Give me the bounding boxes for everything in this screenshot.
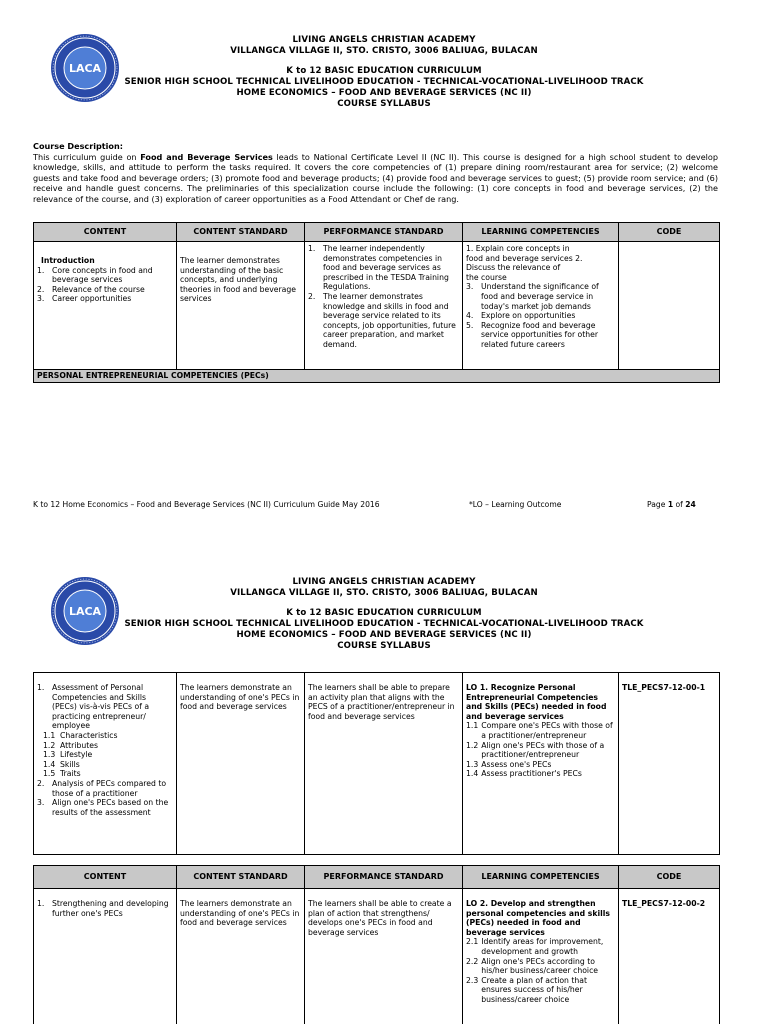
page-header [0, 577, 768, 652]
column-header: PERFORMANCE STANDARD [305, 866, 463, 889]
footer-lo-note: *LO – Learning Outcome [469, 500, 562, 509]
learning-competencies-cell: 1. Explain core concepts in food and beverage services 2. Discuss the relevance of the course 3. Understand the significance of food and beverage service in today's market job demands 4. Explore on opportunities 5. Recognize food and beverage service opportunities for other related future careers [463, 242, 619, 370]
column-header: LEARNING COMPETENCIES [463, 866, 619, 889]
code-cell: TLE_PECS7-12-00-2 [619, 889, 720, 1024]
learning-outcome-title: LO 1. Recognize Personal Entrepreneurial Competencies and Skills (PECs) needed in food and beverage services [466, 683, 607, 721]
code-cell: TLE_PECS7-12-00-1 [619, 673, 720, 855]
school-address: VILLANGCA VILLAGE II, STO. CRISTO, 3006 BALIUAG, BULACAN [230, 46, 538, 56]
learning-competencies-cell: LO 1. Recognize Personal Entrepreneurial Competencies and Skills (PECs) needed in food and beverage services 1.1 Compare one's PECs with those of a practitioner/entrepreneur 1.2 Align one's PECs with those of a practitioner/entrepreneur 1.3 Assess one's PECs 1.4 Assess practitioner's PECs [463, 673, 619, 855]
course-description-title: Course Description: [33, 141, 123, 151]
track-title: SENIOR HIGH SCHOOL TECHNICAL LIVELIHOOD EDUCATION - TECHNICAL-VOCATIONAL-LIVELIHOOD TRACK [124, 619, 644, 629]
section-band-row [34, 370, 720, 383]
svg-text:LACA: LACA [68, 62, 102, 75]
content-standard-cell: The learners demonstrate an understanding of one's PECs in food and beverage services [177, 889, 305, 1024]
document-title: COURSE SYLLABUS [337, 641, 431, 651]
school-name: LIVING ANGELS CHRISTIAN ACADEMY [292, 35, 476, 45]
school-name: LIVING ANGELS CHRISTIAN ACADEMY [292, 577, 476, 587]
syllabus-table-3 [33, 865, 720, 1024]
strand-title: HOME ECONOMICS – FOOD AND BEVERAGE SERVICES (NC II) [236, 630, 532, 640]
table-row [34, 889, 720, 1024]
table-header-row [34, 223, 720, 242]
column-header: PERFORMANCE STANDARD [305, 223, 463, 242]
table-header-row [34, 866, 720, 889]
column-header: CONTENT STANDARD [177, 866, 305, 889]
content-cell: 1. Strengthening and developing further one's PECs [34, 889, 177, 1024]
content-standard-cell: The learners demonstrate an understanding of one's PECs in food and beverage services [177, 673, 305, 855]
performance-standard-cell: 1. The learner independently demonstrates competencies in food and beverage services as prescribed in the TESDA Training Regulations. 2. The learner demonstrates knowledge and skills in food and beverage service related to its concepts, job opportunities, future career preparation, and market demand. [305, 242, 463, 370]
column-header: LEARNING COMPETENCIES [463, 223, 619, 242]
track-title: SENIOR HIGH SCHOOL TECHNICAL LIVELIHOOD EDUCATION - TECHNICAL-VOCATIONAL-LIVELIHOOD TRACK [124, 77, 644, 87]
content-cell: Introduction 1. Core concepts in food and beverage services 2. Relevance of the course 3. Career opportunities [34, 242, 177, 370]
section-band-title: PERSONAL ENTREPRENEURIAL COMPETENCIES (PECs) [34, 370, 720, 383]
school-address: VILLANGCA VILLAGE II, STO. CRISTO, 3006 BALIUAG, BULACAN [230, 588, 538, 598]
syllabus-page-2 [0, 545, 768, 1024]
column-header: CODE [619, 866, 720, 889]
content-cell: 1. Assessment of Personal Competencies and Skills (PECs) vis-à-vis PECs of a practicing entrepreneur/ employee 1.1 Characteristics 1.2 Attributes 1.3 Lifestyle 1.4 Skills 1.5 Traits 2. Analysis of PECs compared to those of a practitioner 3. Align one's PECs based on the results of the assessment [34, 673, 177, 855]
syllabus-table-2 [33, 672, 720, 855]
course-description: Course Description: This curriculum guide on Food and Beverage Services leads to National Certificate Level II (NC II). This course is designed for a high school student to develop knowledge, skills, and attitude to perform the tasks required. It covers the core competencies of (1) prepare dining room/restaurant area for service; (2) welcome guests and take food and beverage orders; (3) promote food and beverage products; (4) provide food and beverage services to guest; (5) provide room service; and (6) receive and handle guest concerns. The preliminaries of this specialization course include the following: (1) core concepts in food and beverage services, (2) the relevance of the course, and (3) exploration of career opportunities as a Food Attendant or Chef de rang. [33, 141, 719, 204]
syllabus-table-1 [33, 222, 720, 383]
curriculum-title: K to 12 BASIC EDUCATION CURRICULUM [286, 66, 482, 76]
code-cell [619, 242, 720, 370]
learning-outcome-title: LO 2. Develop and strengthen personal competencies and skills (PECs) needed in food and beverage services [466, 899, 610, 937]
curriculum-title: K to 12 BASIC EDUCATION CURRICULUM [286, 608, 482, 618]
table-row [34, 242, 720, 370]
svg-text:LACA: LACA [68, 605, 102, 618]
column-header: CONTENT [34, 223, 177, 242]
document-title: COURSE SYLLABUS [337, 99, 431, 109]
column-header: CONTENT [34, 866, 177, 889]
performance-standard-cell: The learners shall be able to prepare an activity plan that aligns with the PECS of a practitioner/entrepreneur in food and beverage services [305, 673, 463, 855]
column-header: CODE [619, 223, 720, 242]
learning-competencies-cell: LO 2. Develop and strengthen personal competencies and skills (PECs) needed in food and beverage services 2.1 Identify areas for improvement, development and growth 2.2 Align one's PECs according to his/her business/career choice 2.3 Create a plan of action that ensures success of his/her business/career choice [463, 889, 619, 1024]
strand-title: HOME ECONOMICS – FOOD AND BEVERAGE SERVICES (NC II) [236, 88, 532, 98]
footer-page-number: Page 1 of 24 [647, 500, 696, 509]
table-row [34, 673, 720, 855]
performance-standard-cell: The learners shall be able to create a plan of action that strengthens/ develops one's PECs in food and beverage services [305, 889, 463, 1024]
page-header [0, 35, 768, 110]
content-standard-cell: The learner demonstrates understanding of the basic concepts, and underlying theories in food and beverage services [177, 242, 305, 370]
column-header: CONTENT STANDARD [177, 223, 305, 242]
footer-guide-title: K to 12 Home Economics – Food and Beverage Services (NC II) Curriculum Guide May 2016 [33, 500, 380, 509]
